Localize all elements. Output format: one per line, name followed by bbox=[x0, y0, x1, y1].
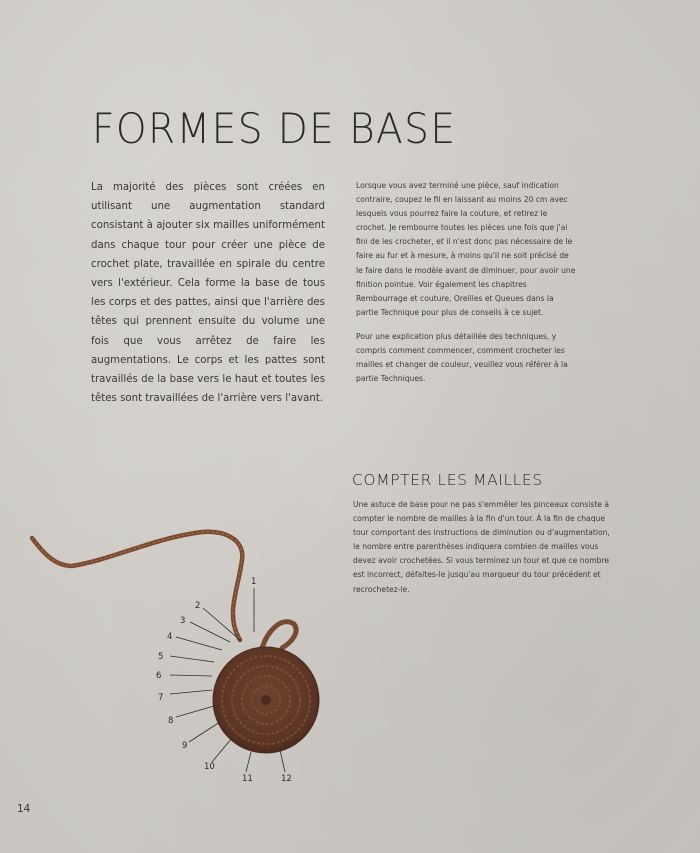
stitch-label-4: 4 bbox=[167, 632, 173, 642]
stitch-label-1: 1 bbox=[251, 577, 257, 587]
stitch-label-9: 9 bbox=[182, 741, 188, 751]
stitch-label-8: 8 bbox=[168, 716, 174, 726]
crochet-circle-figure bbox=[0, 520, 360, 790]
page-number: 14 bbox=[17, 803, 31, 815]
stitch-label-5: 5 bbox=[158, 652, 164, 662]
right-paragraph-1: Lorsque vous avez terminé une pièce, sauf indication contraire, coupez le fil en laissant au moins 20 cm avec lesquels vous pourrez faire la couture, et retirez le crochet. Je rembourre toutes les pièces une fois que j'ai fini de les crocheter, et il n'est donc pas nécessaire de le faire au fur et à mesure, à moins qu'il ne soit précisé de le faire dans le modèle avant de diminuer, pour avoir une finition pointue. Voir également les chapitres Rembourrage et couture, Oreilles et Queues dans la partie Technique pour plus de conseils à ce sujet. bbox=[356, 181, 576, 317]
stitch-label-10: 10 bbox=[204, 762, 215, 772]
yarn-tail bbox=[32, 532, 242, 640]
yarn-loop bbox=[262, 622, 296, 648]
stitch-label-3: 3 bbox=[180, 616, 186, 626]
stitch-label-11: 11 bbox=[242, 774, 253, 784]
crochet-disc bbox=[213, 647, 319, 753]
right-paragraph-2: Pour une explication plus détaillée des techniques, y compris comment commencer, comment crocheter les mailles et changer de couleur, veuillez vous référer à la partie Techniques. bbox=[356, 331, 568, 384]
stitch-label-2: 2 bbox=[195, 601, 201, 611]
stitch-label-6: 6 bbox=[156, 671, 162, 681]
section-title: COMPTER LES MAILLES bbox=[352, 471, 543, 489]
stitch-label-12: 12 bbox=[281, 774, 292, 784]
section-text: Une astuce de base pour ne pas s'emmêler les pinceaux consiste à compter le nombre de mailles à la fin d'un tour. À la fin de chaque tour comportant des instructions de diminution ou d'augmentation, le nombre entre parenthèses indiquera combien de mailles vous devez avoir crochetées. Si vous terminez un tour et que ce nombre est incorrect, défaites-le jusqu'au marqueur du tour précédent et recrochetez-le. bbox=[353, 500, 610, 594]
page-title: FORMES DE BASE bbox=[92, 104, 457, 153]
intro-paragraph: La majorité des pièces sont créées en utilisant une augmentation standard consistant à ajouter six mailles uniformément dans chaque tour pour créer une pièce de crochet plate, travaillée en spirale du centre vers l'extérieur. Cela forme la base de tous les corps et des pattes, ainsi que l'arrière des têtes qui prennent ensuite du volume une fois que vous arrêtez de faire les augmentations. Le corps et les pattes sont travaillés de la base vers le haut et toutes les têtes sont travaillées de l'arrière vers l'avant. bbox=[91, 182, 325, 405]
right-column bbox=[356, 179, 576, 396]
stitch-label-7: 7 bbox=[158, 693, 164, 703]
